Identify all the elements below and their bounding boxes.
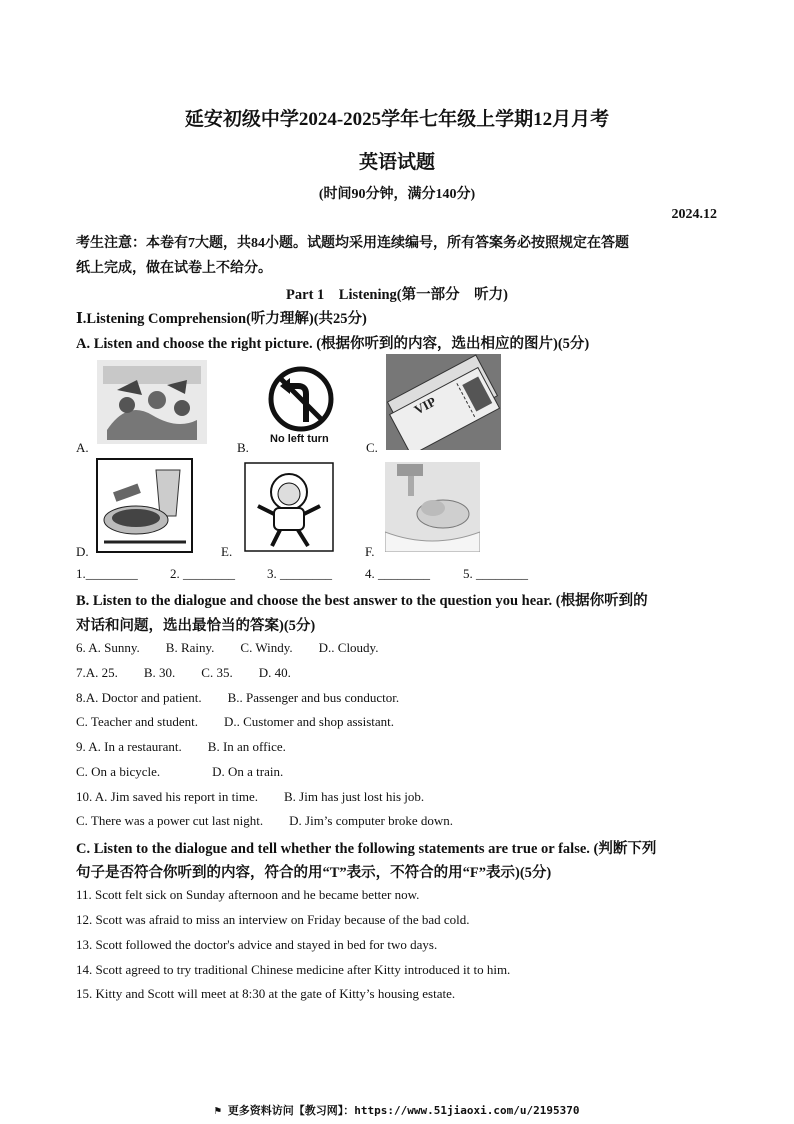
answer-blank-1[interactable]: 1.________	[76, 566, 138, 581]
picture-f-label: F.	[365, 544, 375, 559]
section-b-heading-line-1: B. Listen to the dialogue and choose the best answer to the question you hear. (根据你听到的	[76, 593, 648, 609]
astronaut-kid-picture	[244, 462, 334, 552]
question-7: 7.A. 25. B. 30. C. 35. D. 40.	[76, 665, 291, 680]
answer-blank-4[interactable]: 4. ________	[365, 566, 430, 581]
statement-14: 14. Scott agreed to try traditional Chinese medicine after Kitty introduced it to him.	[76, 962, 511, 977]
question-6: 6. A. Sunny. B. Rainy. C. Windy. D.. Cloudy.	[76, 640, 379, 655]
section-c-heading-line-1: C. Listen to the dialogue and tell whether the following statements are true or false. (判断下列	[76, 841, 657, 857]
answer-blank-2[interactable]: 2. ________	[170, 566, 235, 581]
no-left-turn-caption: No left turn	[270, 433, 329, 445]
question-9-ab: 9. A. In a restaurant. B. In an office.	[76, 739, 286, 754]
question-10-ab: 10. A. Jim saved his report in time. B. Jim has just lost his job.	[76, 789, 425, 804]
statement-11: 11. Scott felt sick on Sunday afternoon and he became better now.	[76, 887, 420, 902]
time-info: (时间90分钟，满分140分)	[318, 187, 476, 202]
picture-b-label: B.	[237, 440, 249, 455]
footer	[0, 1102, 794, 1118]
question-9-cd: C. On a bicycle. D. On a train.	[76, 764, 284, 779]
statement-15: 15. Kitty and Scott will meet at 8:30 at the gate of Kitty’s housing estate.	[76, 986, 456, 1001]
exam-title: 延安初级中学2024-2025学年七年级上学期12月月考	[184, 109, 610, 130]
vip-tickets-picture	[386, 354, 501, 450]
statement-13: 13. Scott followed the doctor's advice and stayed in bed for two days.	[76, 937, 438, 952]
answer-blank-5[interactable]: 5. ________	[463, 566, 528, 581]
picture-a-label: A.	[76, 440, 89, 455]
section-a-heading: A. Listen and choose the right picture. (根据你听到的内容，选出相应的图片)(5分)	[76, 336, 590, 352]
vip-caption: VIP	[411, 393, 439, 418]
washing-hands-picture	[385, 462, 480, 552]
answer-blank-3[interactable]: 3. ________	[267, 566, 332, 581]
picture-e-label: E.	[221, 544, 233, 559]
exam-subtitle: 英语试题	[358, 152, 435, 173]
exam-date: 2024.12	[671, 207, 717, 222]
picture-d-label: D.	[76, 544, 89, 559]
section-1-heading: Ⅰ.Listening Comprehension(听力理解)(共25分)	[76, 311, 367, 327]
flag-icon: ⚑	[214, 1104, 222, 1117]
notice-line-1: 考生注意：本卷有7大题，共84小题。试题均采用连续编号，所有答案务必按照规定在答题	[76, 236, 629, 251]
breakfast-plate-picture	[96, 458, 193, 553]
footer-link[interactable]: 更多资料访问【教习网】：https://www.51jiaoxi.com/u/2195370	[227, 1104, 580, 1117]
dragon-boat-festival-picture	[97, 360, 207, 444]
picture-c-label: C.	[366, 440, 378, 455]
part1-heading: Part 1 Listening(第一部分 听力)	[286, 287, 508, 303]
question-8-cd: C. Teacher and student. D.. Customer and shop assistant.	[76, 714, 395, 729]
section-c-heading-line-2: 句子是否符合你听到的内容，符合的用“T”表示，不符合的用“F”表示)(5分)	[76, 865, 552, 881]
question-8-ab: 8.A. Doctor and patient. B.. Passenger and bus conductor.	[76, 690, 400, 705]
question-10-cd: C. There was a power cut last night. D. Jim’s computer broke down.	[76, 813, 454, 828]
statement-12: 12. Scott was afraid to miss an interview on Friday because of the bad cold.	[76, 912, 470, 927]
section-b-heading-line-2: 对话和问题，选出最恰当的答案)(5分)	[76, 618, 316, 634]
notice-line-2: 纸上完成，做在试卷上不给分。	[76, 261, 272, 276]
